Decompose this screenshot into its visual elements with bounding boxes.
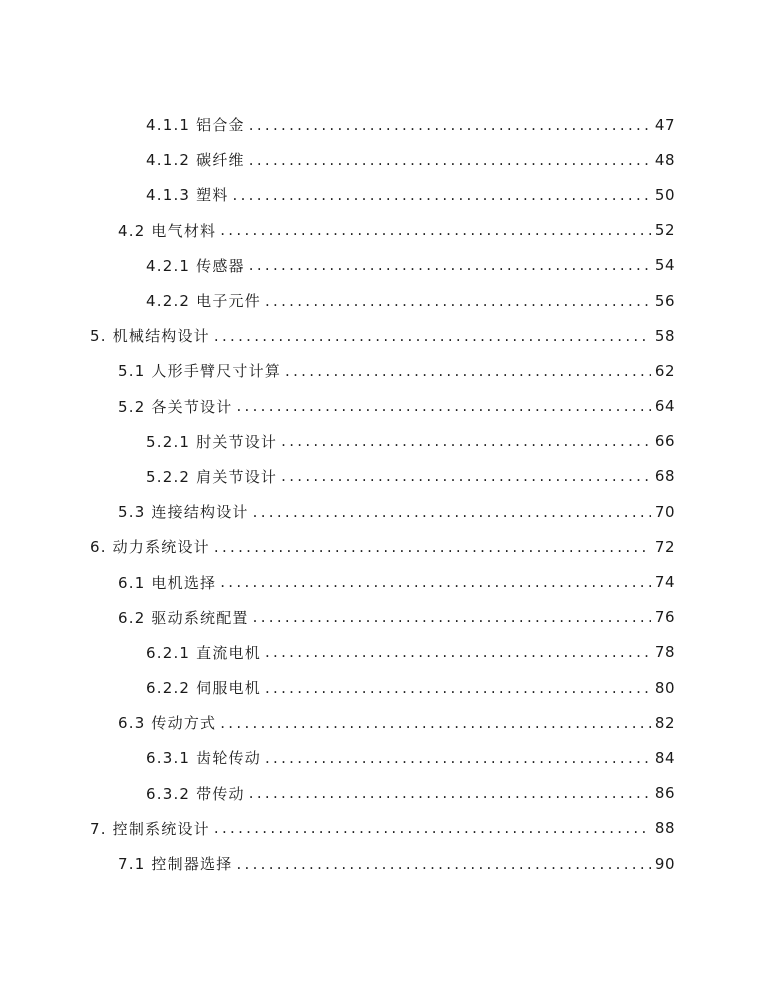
toc-entry-page-number: 58 (654, 326, 675, 345)
dot-leader (253, 503, 651, 521)
toc-entry[interactable] (0, 424, 765, 459)
toc-entry[interactable] (0, 740, 765, 775)
toc-entry-page-number: 88 (654, 819, 675, 838)
toc-entry[interactable] (0, 705, 765, 740)
dot-leader (249, 784, 651, 802)
toc-entry-title: 6.2.1 直流电机 (146, 643, 261, 662)
toc-entry-title: 5. 机械结构设计 (90, 327, 210, 346)
toc-entry-title: 6.3 传动方式 (118, 714, 217, 733)
toc-entry-page-number: 47 (654, 115, 675, 134)
toc-entry[interactable] (0, 811, 765, 846)
toc-entry[interactable] (0, 564, 765, 599)
dot-leader (249, 151, 651, 169)
dot-leader (265, 679, 651, 697)
toc-entry-title: 4.2.2 电子元件 (146, 292, 261, 311)
toc-entry[interactable] (0, 353, 765, 388)
toc-entry-page-number: 56 (654, 291, 675, 310)
toc-entry-title: 5.2.1 肘关节设计 (146, 432, 278, 451)
toc-entry-page-number: 54 (654, 256, 675, 275)
toc-entry-title: 6.3.1 齿轮传动 (146, 749, 261, 768)
toc-entry-page-number: 74 (654, 573, 675, 592)
dot-leader (214, 327, 651, 345)
dot-leader (249, 256, 651, 274)
toc-entry-title: 4.1.2 碳纤维 (146, 151, 245, 170)
dot-leader (220, 714, 651, 732)
toc-entry[interactable] (0, 529, 765, 564)
toc-entry[interactable] (0, 248, 765, 283)
toc-entry[interactable] (0, 389, 765, 424)
toc-entry[interactable] (0, 107, 765, 142)
toc-entry-title: 4.1.3 塑料 (146, 186, 229, 205)
toc-entry-title: 5.1 人形手臂尺寸计算 (118, 362, 282, 381)
toc-entry-title: 4.2 电气材料 (118, 221, 217, 240)
toc-entry[interactable] (0, 177, 765, 212)
toc-entry-title: 7. 控制系统设计 (90, 819, 210, 838)
dot-leader (265, 643, 651, 661)
toc-entry-page-number: 80 (654, 678, 675, 697)
toc-entry-title: 6.2.2 伺服电机 (146, 679, 261, 698)
toc-entry-page-number: 84 (654, 748, 675, 767)
dot-leader (220, 221, 651, 239)
toc-entry-page-number: 90 (654, 854, 675, 873)
table-of-contents (0, 107, 765, 881)
dot-leader (233, 186, 651, 204)
toc-entry[interactable] (0, 776, 765, 811)
dot-leader (249, 116, 651, 134)
toc-entry[interactable] (0, 494, 765, 529)
toc-entry-page-number: 64 (654, 397, 675, 416)
dot-leader (214, 819, 651, 837)
dot-leader (253, 608, 651, 626)
dot-leader (265, 292, 651, 310)
toc-entry[interactable] (0, 318, 765, 353)
toc-entry[interactable] (0, 213, 765, 248)
dot-leader (236, 855, 650, 873)
toc-entry-title: 4.1.1 铝合金 (146, 116, 245, 135)
toc-entry-page-number: 76 (654, 608, 675, 627)
toc-entry-title: 6.1 电机选择 (118, 573, 217, 592)
dot-leader (214, 538, 651, 556)
dot-leader (285, 362, 651, 380)
toc-entry-title: 5.2.2 肩关节设计 (146, 467, 278, 486)
toc-entry-page-number: 72 (654, 537, 675, 556)
toc-entry-title: 7.1 控制器选择 (118, 855, 233, 874)
toc-entry[interactable] (0, 635, 765, 670)
toc-entry[interactable] (0, 459, 765, 494)
toc-entry-title: 6.2 驱动系统配置 (118, 608, 249, 627)
toc-entry-title: 4.2.1 传感器 (146, 256, 245, 275)
toc-entry-page-number: 82 (654, 713, 675, 732)
dot-leader (236, 397, 650, 415)
toc-entry[interactable] (0, 283, 765, 318)
toc-entry-title: 5.3 连接结构设计 (118, 503, 249, 522)
toc-entry[interactable] (0, 142, 765, 177)
toc-entry-title: 5.2 各关节设计 (118, 397, 233, 416)
toc-entry-page-number: 68 (654, 467, 675, 486)
toc-entry-title: 6. 动力系统设计 (90, 538, 210, 557)
toc-entry-page-number: 62 (654, 361, 675, 380)
toc-entry-page-number: 50 (654, 185, 675, 204)
toc-entry-page-number: 70 (654, 502, 675, 521)
toc-entry-page-number: 52 (654, 221, 675, 240)
dot-leader (281, 467, 651, 485)
toc-entry-page-number: 78 (654, 643, 675, 662)
toc-entry[interactable] (0, 670, 765, 705)
toc-entry[interactable] (0, 600, 765, 635)
toc-entry-page-number: 66 (654, 432, 675, 451)
dot-leader (281, 432, 651, 450)
toc-entry-title: 6.3.2 带传动 (146, 784, 245, 803)
dot-leader (220, 573, 651, 591)
toc-entry[interactable] (0, 846, 765, 881)
toc-entry-page-number: 48 (654, 150, 675, 169)
toc-entry-page-number: 86 (654, 784, 675, 803)
dot-leader (265, 749, 651, 767)
